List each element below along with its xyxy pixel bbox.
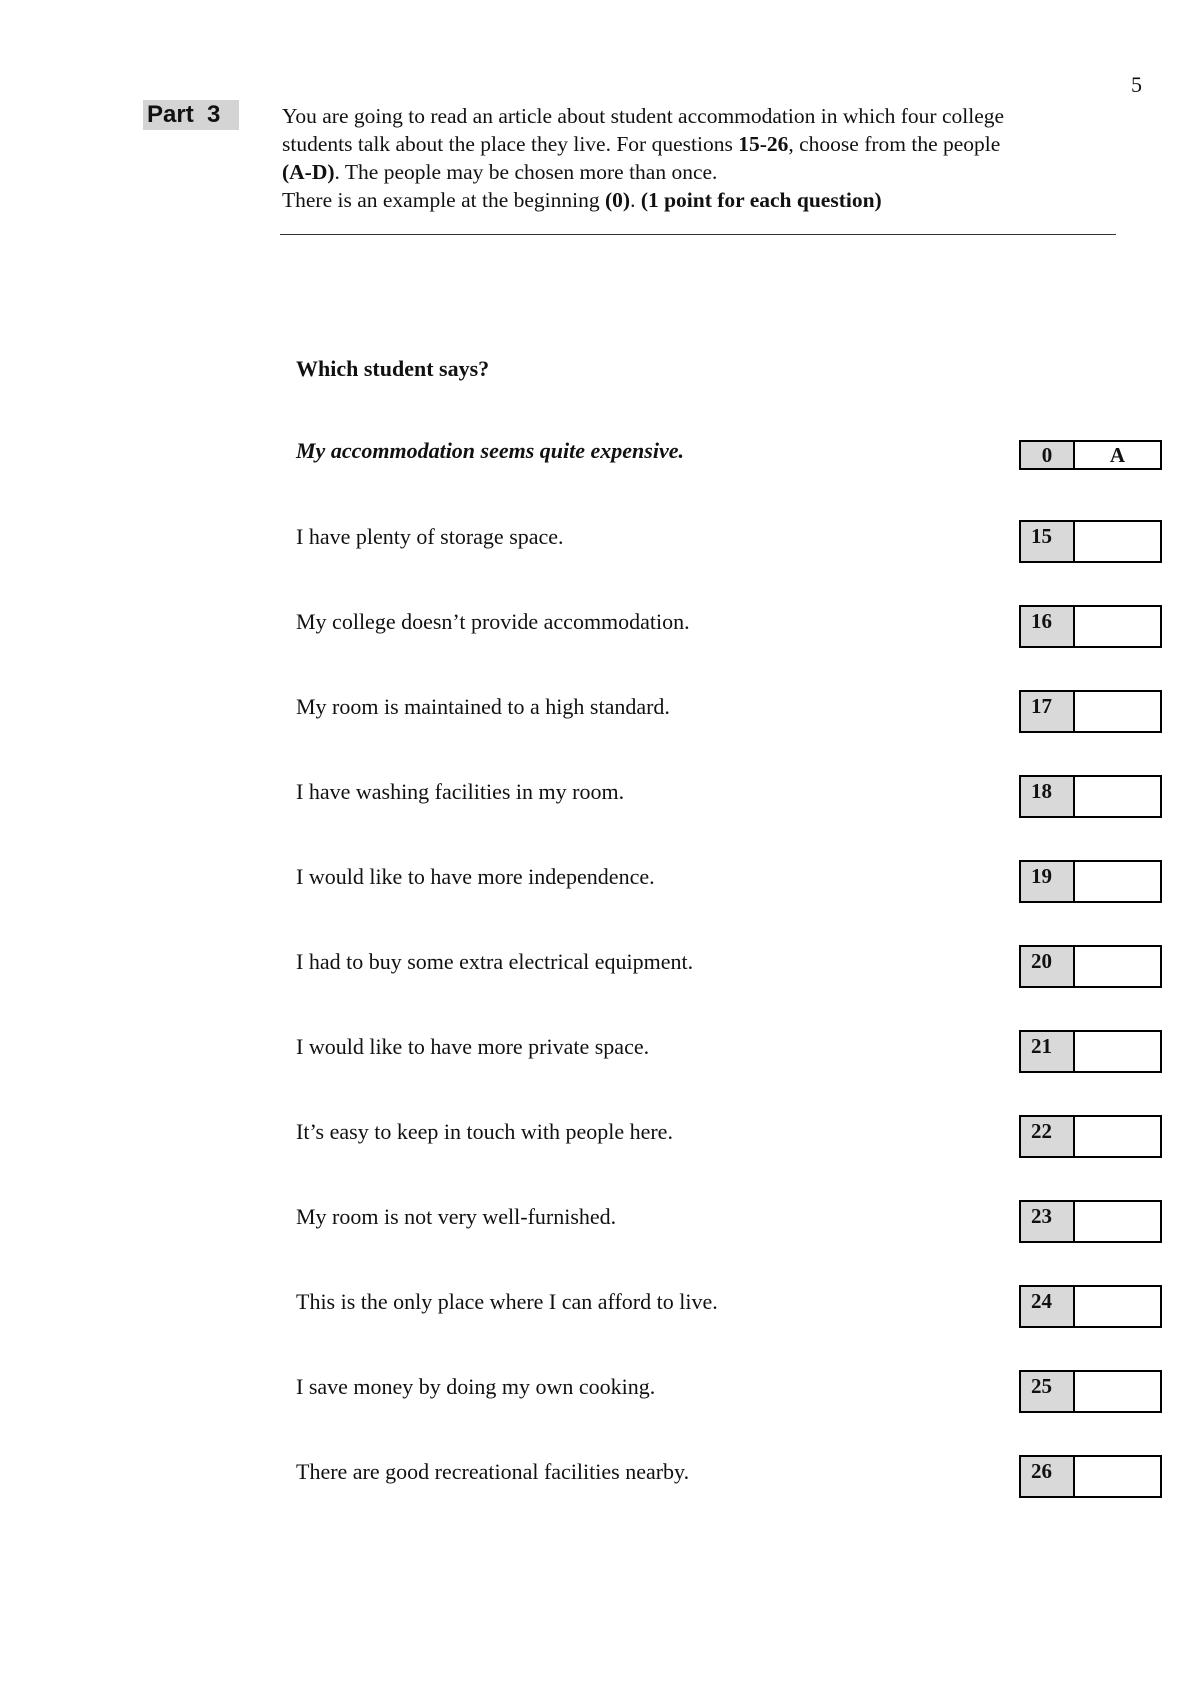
statement-text: My room is maintained to a high standard.: [296, 694, 670, 719]
example-marker: (0): [604, 188, 631, 212]
answer-field[interactable]: [1075, 862, 1160, 901]
question-row: [0, 1030, 1200, 1074]
answer-field[interactable]: [1075, 1202, 1160, 1241]
answer-field[interactable]: [1075, 1032, 1160, 1071]
question-number: 0: [1021, 442, 1075, 468]
question-number: 15: [1021, 522, 1075, 561]
answer-box: [1019, 520, 1162, 563]
example-answer: A: [1109, 443, 1126, 467]
instructions-text: .: [630, 188, 641, 212]
instructions-line-4: [282, 186, 1142, 214]
answer-field[interactable]: [1075, 1287, 1160, 1326]
question-row: [0, 860, 1200, 904]
answer-box: [1019, 690, 1162, 733]
statement-text: I have washing facilities in my room.: [296, 779, 625, 804]
question-row: [0, 605, 1200, 649]
question-number: 22: [1021, 1117, 1075, 1156]
instructions-text: students talk about the place they live. For questions: [282, 132, 739, 156]
statement-text: There are good recreational facilities nearby.: [296, 1459, 690, 1484]
answer-field[interactable]: [1075, 777, 1160, 816]
question-number: 21: [1021, 1032, 1075, 1071]
statement-text: It’s easy to keep in touch with people here.: [296, 1119, 673, 1144]
answer-field[interactable]: [1075, 607, 1160, 646]
question-number: 26: [1021, 1457, 1075, 1496]
answer-box: [1019, 945, 1162, 988]
instructions-text: There is an example at the beginning: [282, 188, 605, 212]
question-row: [0, 1285, 1200, 1329]
answer-box: [1019, 775, 1162, 818]
instructions-text: . The people may be chosen more than once.: [334, 160, 718, 184]
answer-field[interactable]: [1075, 1457, 1160, 1496]
answer-field[interactable]: [1075, 1117, 1160, 1156]
statement-text: I have plenty of storage space.: [296, 524, 564, 549]
answer-box: [1019, 860, 1162, 903]
example-row: [0, 440, 1200, 484]
instructions-text: , choose from the people: [788, 132, 1001, 156]
answer-field[interactable]: [1075, 1372, 1160, 1411]
question-row: [0, 520, 1200, 564]
question-row: [0, 1115, 1200, 1159]
answer-field[interactable]: [1075, 692, 1160, 731]
question-number: 25: [1021, 1372, 1075, 1411]
question-number: 19: [1021, 862, 1075, 901]
question-range: 15-26: [738, 132, 789, 156]
statement-text: This is the only place where I can afford to live.: [296, 1289, 718, 1314]
instructions-line-2: [282, 130, 1142, 158]
statement-text: I would like to have more private space.: [296, 1034, 650, 1059]
question-number: 23: [1021, 1202, 1075, 1241]
question-number: 24: [1021, 1287, 1075, 1326]
answer-box: [1019, 1115, 1162, 1158]
answer-field[interactable]: [1075, 947, 1160, 986]
question-row: [0, 1455, 1200, 1499]
statement-text: I had to buy some extra electrical equipment.: [296, 949, 694, 974]
answer-box: [1019, 1370, 1162, 1413]
answer-box: [1019, 1030, 1162, 1073]
page-number: 5: [1131, 72, 1142, 97]
question-row: [0, 1200, 1200, 1244]
answer-box: [1019, 605, 1162, 648]
answer-field[interactable]: [1075, 522, 1160, 561]
statement-text: I would like to have more independence.: [296, 864, 655, 889]
statement-text: I save money by doing my own cooking.: [296, 1374, 656, 1399]
question-number: 18: [1021, 777, 1075, 816]
points-note: (1 point for each question): [640, 188, 882, 212]
instructions-line-1: [282, 102, 1142, 130]
instructions: [282, 102, 1142, 214]
question-row: [0, 690, 1200, 734]
instructions-line-3: [282, 158, 1142, 186]
statement-text: My room is not very well-furnished.: [296, 1204, 617, 1229]
question-row: [0, 1370, 1200, 1414]
question-number: 17: [1021, 692, 1075, 731]
answer-box: [1019, 1200, 1162, 1243]
part-label: Part 3: [143, 100, 239, 130]
question-number: 16: [1021, 607, 1075, 646]
divider: [280, 234, 1116, 235]
statement-text: My college doesn’t provide accommodation.: [296, 609, 690, 634]
question-number: 20: [1021, 947, 1075, 986]
people-range: (A-D): [282, 160, 335, 184]
answer-box: [1019, 1455, 1162, 1498]
question-heading: Which student says?: [296, 356, 490, 381]
statement-text: My accommodation seems quite expensive.: [296, 438, 684, 463]
answer-box: [1019, 1285, 1162, 1328]
question-row: [0, 775, 1200, 819]
question-row: [0, 945, 1200, 989]
instructions-text: You are going to read an article about student accommodation in which four college: [282, 104, 1005, 128]
example-answer-box: [1019, 440, 1162, 470]
